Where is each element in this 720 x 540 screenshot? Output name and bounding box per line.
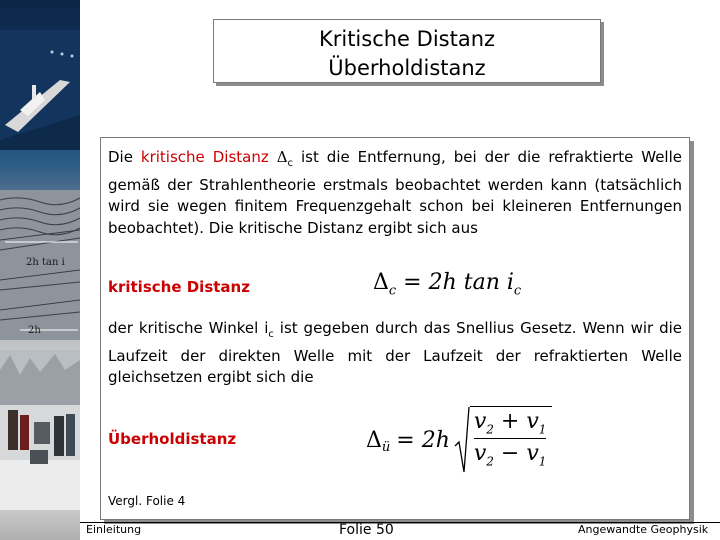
- ship-photo: [0, 30, 80, 150]
- content-panel: [100, 137, 690, 520]
- sqrt-fraction: [470, 406, 553, 474]
- f1-lhs-sub: c: [388, 283, 397, 299]
- paragraph-critical-distance: [108, 147, 682, 239]
- delta-subscript: c: [287, 158, 294, 169]
- f2-lhs: Δ: [366, 427, 382, 453]
- fraction-numerator: [474, 409, 547, 439]
- p2-prefix: der kritische Winkel i: [108, 319, 269, 337]
- footer-section: Einleitung: [86, 523, 142, 536]
- num-sub-2: 2: [486, 422, 494, 437]
- num-op: + v: [493, 409, 539, 434]
- num-sub-1: 1: [538, 422, 547, 437]
- p1-prefix: Die: [108, 148, 141, 166]
- seismic-label: 2h tan i: [26, 257, 65, 268]
- footer-course: Angewandte Geophysik: [578, 523, 709, 536]
- decorative-sidebar: [0, 0, 80, 540]
- seismic-label-2h: 2h: [28, 325, 41, 336]
- den-v: v: [473, 441, 487, 467]
- p2-rest: ist gegeben durch das Snellius Gesetz. Wenn wir die Laufzeit der direkten Welle mit der Laufzeit der refraktierten Welle gleichsetzen ergibt sich die: [108, 319, 682, 386]
- slide-title-line-2: Überholdistanz: [328, 56, 486, 80]
- footer-slide-number: Folie 50: [339, 522, 394, 538]
- sqrt-expression: [454, 406, 553, 474]
- p2-subscript: c: [268, 329, 274, 340]
- label-critical-distance: kritische Distanz: [108, 278, 250, 296]
- den-sub-2: 2: [486, 454, 494, 469]
- seismic-section-image: [0, 190, 80, 340]
- formula-critical-distance: [373, 270, 521, 298]
- paragraph-snellius: [108, 318, 682, 389]
- f2-coeff: = 2h: [396, 427, 450, 453]
- p1-highlight: kritische Distanz: [140, 148, 277, 166]
- f1-rhs: = 2h tan i: [403, 270, 514, 295]
- reference-note: Vergl. Folie 4: [108, 494, 186, 508]
- slide-title-box: [213, 19, 601, 83]
- f1-lhs: Δ: [373, 270, 389, 295]
- den-sub-1: 1: [538, 454, 547, 469]
- formula-overtaking-distance: [366, 406, 552, 474]
- sqrt-sign-icon: [454, 406, 470, 474]
- f2-lhs-sub: ü: [381, 439, 391, 455]
- label-overtaking-distance: Überholdistanz: [108, 430, 237, 448]
- f1-rhs-sub: c: [513, 283, 522, 299]
- num-v: v: [473, 409, 487, 434]
- fraction-denominator: [474, 439, 547, 468]
- den-op: − v: [493, 441, 539, 467]
- delta-symbol: Δ: [276, 148, 288, 166]
- p1-rest: ist die Entfernung, bei der die refraktierte Welle gemäß der Strahlentheorie erstmals beobachtet werden kann (tatsächlich wird sie wegen finitem Frequenzgehalt schon bei kleineren Entfernungen beobachtet). Die kritische Distanz ergibt sich aus: [108, 148, 682, 237]
- slide-title-line-1: Kritische Distanz: [318, 27, 496, 51]
- field-crew-photo: [0, 350, 80, 510]
